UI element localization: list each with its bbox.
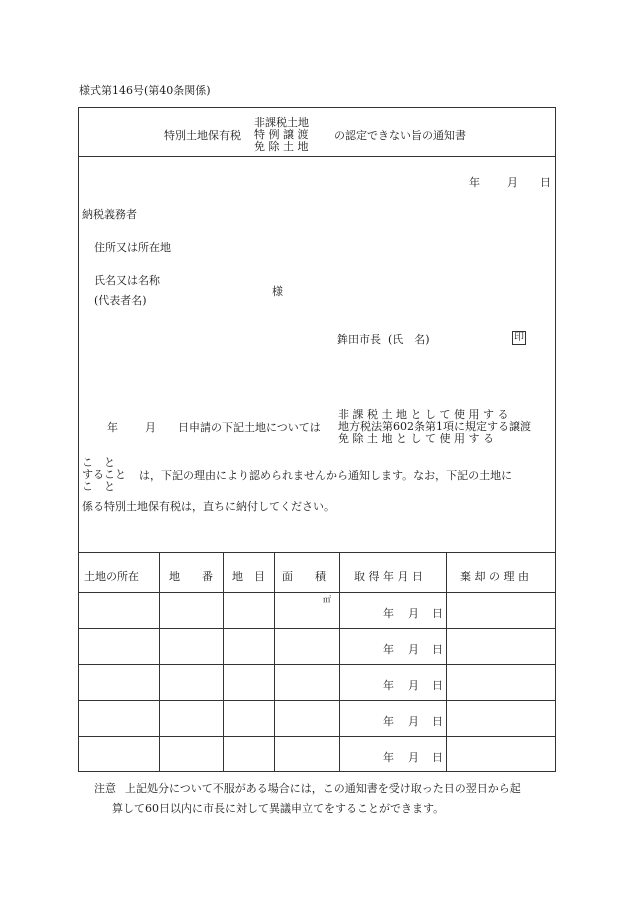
row-date-day: 日 [432, 643, 443, 656]
row-date-year: 年 [383, 643, 394, 656]
representative-label: (代表者名) [94, 294, 147, 307]
table-column-divider [274, 552, 275, 772]
row-date-year: 年 [383, 679, 394, 692]
title-stack-line: 非課税土地 [254, 116, 309, 129]
body-month: 月 [145, 421, 156, 434]
row-date-year: 年 [383, 751, 394, 764]
title-stack-line: 免 除 土 地 [254, 140, 309, 153]
body-option-line: 免 除 土 地 と し て 使 用 す る [338, 432, 494, 445]
header-location: 土地の所在 [84, 570, 139, 583]
table-column-divider [446, 552, 447, 772]
body-koto-line: すること [82, 468, 126, 481]
row-date-year: 年 [383, 715, 394, 728]
seal-mark: 印 [514, 332, 524, 343]
body-year: 年 [107, 421, 118, 434]
issuer-name-label: (氏 名) [388, 333, 430, 346]
body-koto-stack [82, 457, 126, 493]
row-date-day: 日 [432, 607, 443, 620]
note-line-1: 上記処分について不服がある場合には，この通知書を受け取った日の翌日から起 [125, 782, 521, 795]
body-text-3: 係る特別土地保有税は，直ちに納付してください。 [82, 500, 335, 513]
date-month: 月 [507, 176, 518, 189]
row-date-month: 月 [408, 643, 419, 656]
table-header-divider [78, 592, 556, 593]
issuer-title: 鉾田市長 [337, 333, 381, 346]
title-divider [78, 156, 556, 157]
date-year: 年 [469, 176, 480, 189]
row-date-day: 日 [432, 751, 443, 764]
date-day: 日 [540, 176, 551, 189]
table-row-divider [78, 628, 556, 629]
header-land-category: 地 目 [232, 570, 265, 583]
row-date-month: 月 [408, 607, 419, 620]
taxpayer-label: 納税義務者 [82, 208, 137, 221]
name-label: 氏名又は名称 [94, 274, 160, 287]
address-label: 住所又は所在地 [94, 241, 171, 254]
table-row-divider [78, 664, 556, 665]
title-stack [254, 117, 309, 153]
table-column-divider [159, 552, 160, 772]
table-column-divider [223, 552, 224, 772]
note-line-2: 算して60日以内に市長に対して異議申立てをすることができます。 [112, 802, 445, 815]
header-area: 面 積 [282, 570, 326, 583]
note-label: 注意 [94, 782, 116, 795]
title-prefix: 特別土地保有税 [164, 129, 241, 142]
row-date-month: 月 [408, 751, 419, 764]
table-row-divider [78, 736, 556, 737]
title-suffix: の認定できない旨の通知書 [334, 129, 466, 142]
header-acquisition-date: 取 得 年 月 日 [354, 570, 423, 583]
row-date-month: 月 [408, 715, 419, 728]
row-date-day: 日 [432, 715, 443, 728]
row-date-day: 日 [432, 679, 443, 692]
table-row-divider [78, 700, 556, 701]
header-rejection-reason: 棄 却 の 理 由 [460, 570, 529, 583]
row-date-month: 月 [408, 679, 419, 692]
body-koto-line: こ と [82, 480, 115, 493]
header-lot-number: 地 番 [169, 570, 213, 583]
row-date-year: 年 [383, 607, 394, 620]
area-unit: ㎡ [323, 595, 331, 604]
body-text-1: 日申請の下記土地については [178, 421, 321, 434]
body-text-2: は，下記の理由により認められませんから通知します。なお，下記の土地に [139, 469, 513, 482]
table-top-border [78, 552, 556, 553]
body-option-line: 非 課 税 土 地 と し て 使 用 す る [338, 408, 509, 421]
body-option-line: 地方税法第602条第1項に規定する譲渡 [338, 420, 531, 433]
table-column-divider [339, 552, 340, 772]
body-option-stack [338, 409, 531, 445]
honorific: 様 [272, 285, 283, 298]
title-stack-line: 特 例 譲 渡 [254, 128, 309, 141]
form-number: 様式第146号(第40条関係) [79, 84, 211, 97]
body-koto-line: こ と [82, 456, 115, 469]
